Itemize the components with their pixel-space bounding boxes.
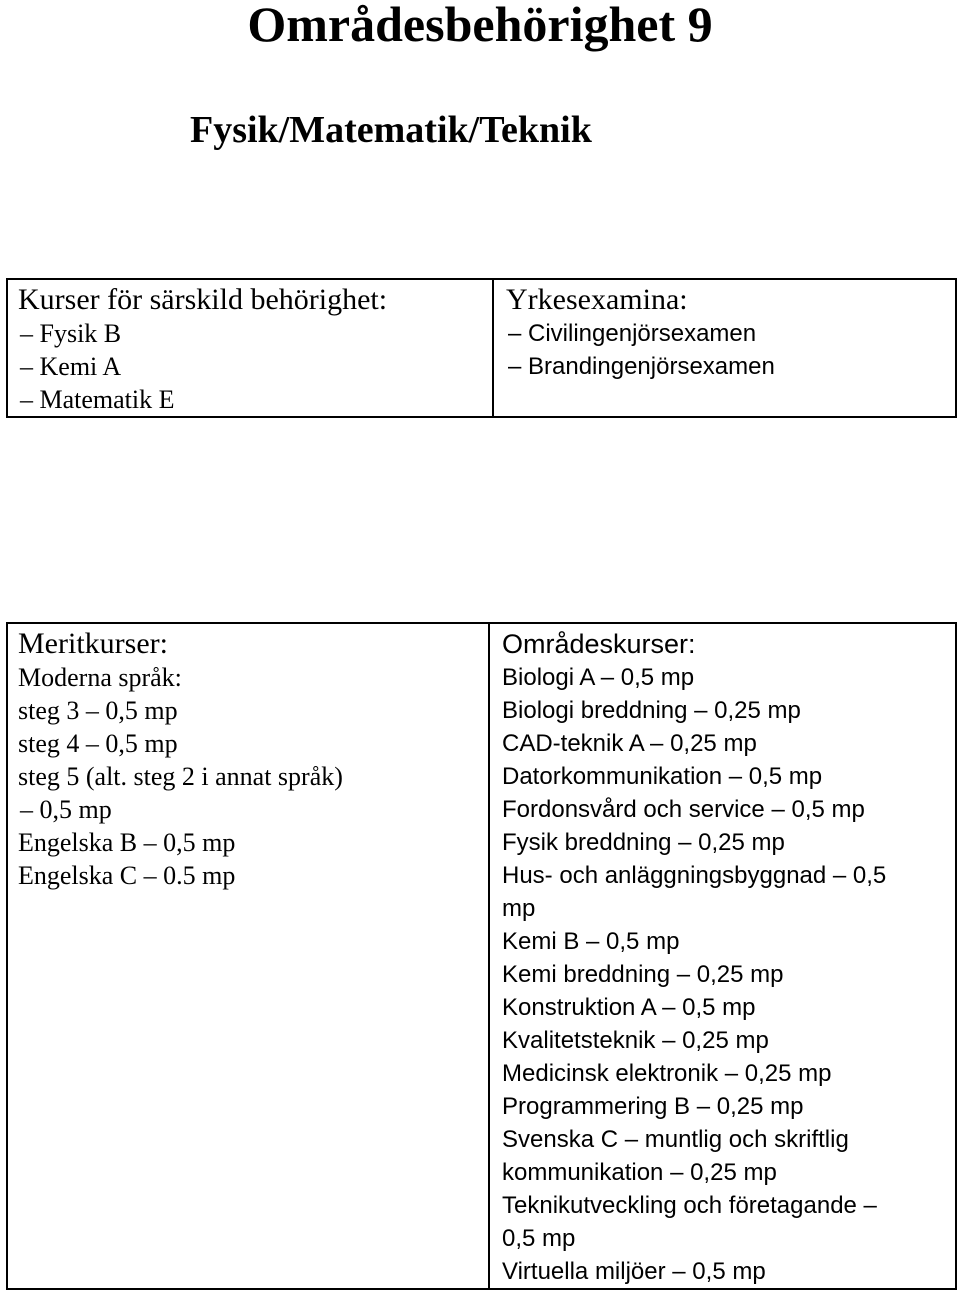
degrees-cell <box>493 279 956 417</box>
page-title: Områdesbehörighet 9 <box>247 0 713 52</box>
merit-course-line: steg 3 – 0,5 mp <box>18 696 178 725</box>
merit-course-line: steg 5 (alt. steg 2 i annat språk) <box>18 762 343 791</box>
area-course-line: mp <box>502 895 536 922</box>
area-course-line: Kemi B – 0,5 mp <box>502 928 680 955</box>
area-course-line: Biologi A – 0,5 mp <box>502 664 695 691</box>
degrees-heading: Yrkesexamina: <box>506 283 688 316</box>
area-course-line: Programmering B – 0,25 mp <box>502 1093 804 1120</box>
area-course-line: 0,5 mp <box>502 1225 576 1252</box>
page-subtitle: Fysik/Matematik/Teknik <box>190 109 592 151</box>
area-course-line: CAD-teknik A – 0,25 mp <box>502 730 757 757</box>
merit-course-line: Engelska C – 0.5 mp <box>18 861 236 890</box>
special-course-item: – Matematik E <box>20 385 175 414</box>
merit-course-line: Moderna språk: <box>18 663 182 692</box>
special-courses-heading: Kurser för särskild behörighet: <box>18 283 388 316</box>
merit-course-line: Engelska B – 0,5 mp <box>18 828 236 857</box>
area-courses-heading: Områdeskurser: <box>502 629 696 659</box>
area-course-line: Hus- och anläggningsbyggnad – 0,5 <box>502 862 887 889</box>
area-course-line: Kvalitetsteknik – 0,25 mp <box>502 1027 769 1054</box>
degree-item: – Brandingenjörsexamen <box>508 353 775 380</box>
requirements-table <box>6 278 957 418</box>
degree-item: – Civilingenjörsexamen <box>508 320 757 347</box>
merit-courses-heading: Meritkurser: <box>18 627 168 660</box>
special-course-item: – Fysik B <box>20 319 122 348</box>
area-course-line: Fysik breddning – 0,25 mp <box>502 829 785 856</box>
area-course-line: Svenska C – muntlig och skriftlig <box>502 1126 849 1153</box>
area-course-line: Teknikutveckling och företagande – <box>502 1192 877 1219</box>
area-course-line: Biologi breddning – 0,25 mp <box>502 697 801 724</box>
area-course-line: Virtuella miljöer – 0,5 mp <box>502 1258 766 1285</box>
merit-course-line: steg 4 – 0,5 mp <box>18 729 178 758</box>
special-course-item: – Kemi A <box>20 352 122 381</box>
area-course-line: kommunikation – 0,25 mp <box>502 1159 777 1186</box>
area-course-line: Fordonsvård och service – 0,5 mp <box>502 796 865 823</box>
merit-courses-cell <box>7 623 489 1289</box>
merit-course-line: – 0,5 mp <box>20 795 112 824</box>
special-courses-cell <box>7 279 493 417</box>
area-courses-cell <box>489 623 956 1289</box>
area-course-line: Datorkommunikation – 0,5 mp <box>502 763 823 790</box>
area-course-line: Kemi breddning – 0,25 mp <box>502 961 784 988</box>
area-course-line: Medicinsk elektronik – 0,25 mp <box>502 1060 832 1087</box>
area-course-line: Konstruktion A – 0,5 mp <box>502 994 756 1021</box>
courses-table <box>6 622 957 1290</box>
